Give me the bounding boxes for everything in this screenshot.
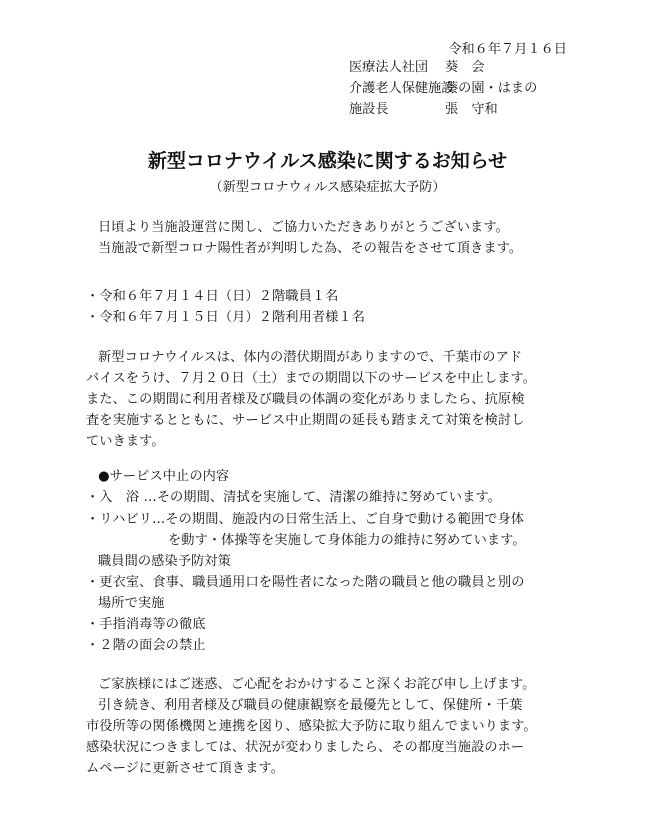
paragraph-line: 査を実施するとともに、サービス中止期間の延長も踏まえて対策を検討し xyxy=(86,413,525,428)
closing-line: 感染状況につきましては、状況が変わりましたら、その都度当施設のホー xyxy=(86,740,525,755)
staff-heading: 職員間の感染予防対策 xyxy=(98,554,231,569)
paragraph-line: 新型コロナウイルスは、体内の潜伏期間がありますので、千葉市のアド xyxy=(98,350,523,365)
paragraph-line: また、この期間に利用者様及び職員の体調の変化がありましたら、抗原検 xyxy=(86,392,525,407)
org-value: 葵 会 xyxy=(445,60,485,75)
page-title: 新型コロナウイルス感染に関するお知らせ xyxy=(147,150,508,172)
director-value: 張 守和 xyxy=(445,102,498,117)
case-item: ・令和６年７月１５日（月）２階利用者様１名 xyxy=(86,310,366,325)
facility-value: 葵の園・はまの xyxy=(445,81,538,96)
service-heading: ●サービス中止の内容 xyxy=(98,469,230,484)
paragraph-line: ていきます。 xyxy=(86,434,165,449)
org-label: 医療法人社団 xyxy=(349,60,429,75)
director-label: 施設長 xyxy=(349,102,389,117)
page-subtitle: （新型コロナウィルス感染症拡大予防） xyxy=(209,180,446,195)
intro-line: 当施設で新型コロナ陽性者が判明した為、その報告をさせて頂きます。 xyxy=(98,241,523,256)
service-item-rehab-cont: を動す・体操等を実施して身体能力の維持に努めています。 xyxy=(168,533,526,548)
closing-line: ムページに更新させて頂きます。 xyxy=(86,761,284,776)
closing-line: 市役所等の関係機関と連携を図り、感染拡大予防に取り組んでまいります。 xyxy=(86,719,537,734)
facility-label: 介護老人保健施設 xyxy=(349,81,455,96)
service-item-bath: ・入 浴 …その期間、清拭を実施して、清潔の維持に努めています。 xyxy=(86,490,501,505)
service-item-rehab: ・リハビリ…その期間、施設内の日常生活上、ご自身で動ける範囲で身体 xyxy=(86,512,525,527)
case-item: ・令和６年７月１４日（日）２階職員１名 xyxy=(86,289,339,304)
issue-date: 令和６年７月１６日 xyxy=(448,42,567,57)
staff-item: ・２階の面会の禁止 xyxy=(86,638,206,653)
staff-item-cont: 場所で実施 xyxy=(98,596,165,611)
staff-item: ・手指消毒等の徹底 xyxy=(86,617,206,632)
intro-line: 日頃より当施設運営に関し、ご協力いただきありがとうございます。 xyxy=(98,220,509,235)
org-line-director xyxy=(349,100,498,120)
org-line-corporation xyxy=(349,58,485,78)
staff-item: ・更衣室、食事、職員通用口を陽性者になった階の職員と他の職員と別の xyxy=(86,575,525,590)
org-line-facility xyxy=(349,79,537,99)
closing-line: 引き続き、利用者様及び職員の健康観察を最優先として、保健所・千葉 xyxy=(98,698,523,713)
paragraph-line: バイスをうけ、７月２０日（土）までの期間以下のサービスを中止します。 xyxy=(86,371,537,386)
closing-line: ご家族様にはご迷惑、ご心配をおかけすること深くお詫び申し上げます。 xyxy=(98,677,536,692)
